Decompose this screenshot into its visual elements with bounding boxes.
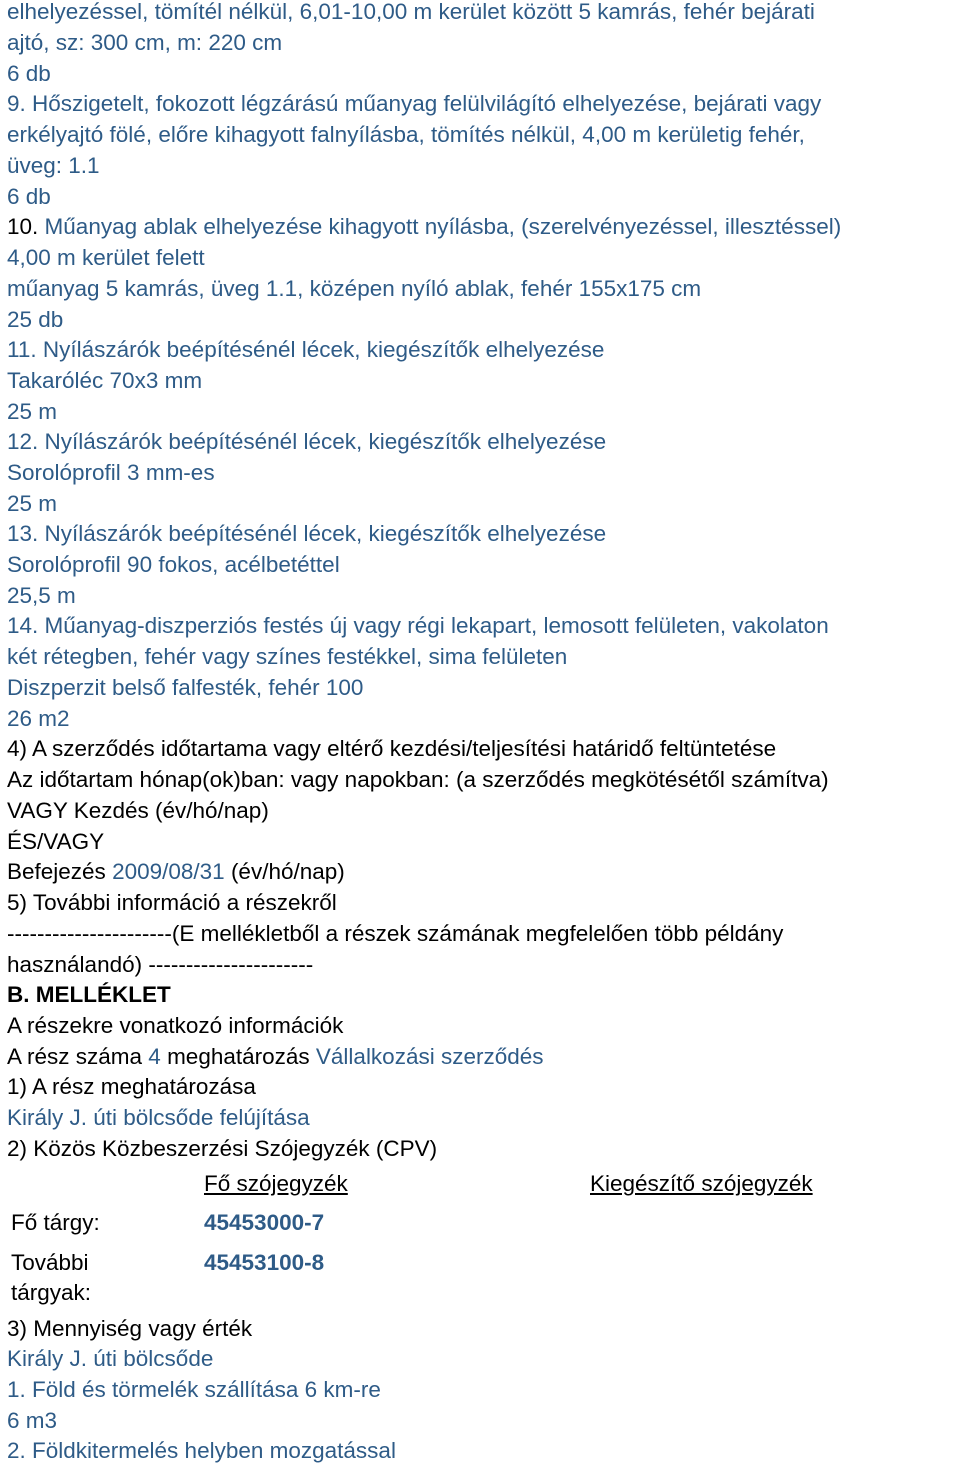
cpv-main-heading: Fő szójegyzék: [204, 1171, 348, 1196]
part-1-title: 1) A rész meghatározása: [7, 1074, 256, 1099]
cpv-supplementary-heading: Kiegészítő szójegyzék: [590, 1171, 813, 1196]
item-10-title: 10. Műanyag ablak elhelyezése kihagyott nyílásba, (szerelvényezéssel, illesztéssel): [7, 214, 842, 239]
quantity: 25 db: [7, 307, 64, 332]
item-9-title: 9. Hőszigetelt, fokozott légzárású műanyag felülvilágító elhelyezése, bejárati vagy: [7, 91, 822, 116]
part-3-title: 3) Mennyiség vagy érték: [7, 1316, 253, 1341]
annex-subtitle: A részekre vonatkozó információk: [7, 1013, 344, 1038]
text-line: elhelyezéssel, tömítél nélkül, 6,01-10,00 m kerület között 5 kamrás, fehér bejárati: [7, 0, 815, 24]
cpv-main-label: Fő tárgy:: [11, 1210, 100, 1235]
section-4-title: 4) A szerződés időtartama vagy eltérő kezdési/teljesítési határidő feltüntetése: [7, 736, 777, 761]
item-13-title: 13. Nyílászárók beépítésénél lécek, kiegészítők elhelyezése: [7, 521, 607, 546]
quantity: 6 db: [7, 61, 51, 86]
text-line: műanyag 5 kamrás, üveg 1.1, középen nyíló ablak, fehér 155x175 cm: [7, 276, 702, 301]
end-date-line: Befejezés 2009/08/31 (év/hó/nap): [7, 859, 345, 884]
text-line: Sorolóprofil 3 mm-es: [7, 460, 215, 485]
quantity: 26 m2: [7, 706, 70, 731]
item-14-title: 14. Műanyag-diszperziós festés új vagy régi lekapart, lemosott felületen, vakolaton: [7, 613, 829, 638]
text-line: Takaróléc 70x3 mm: [7, 368, 203, 393]
part-2-title: 2) Közös Közbeszerzési Szójegyzék (CPV): [7, 1136, 438, 1161]
text-line: VAGY Kezdés (év/hó/nap): [7, 798, 269, 823]
cpv-other-label: További: [11, 1250, 89, 1275]
text-line: 1. Föld és törmelék szállítása 6 km-re: [7, 1377, 381, 1402]
text-line: erkélyajtó fölé, előre kihagyott falnyílásba, tömítés nélkül, 4,00 m kerületig fehér,: [7, 122, 805, 147]
text-line: 2. Földkitermelés helyben mozgatással: [7, 1438, 396, 1463]
text-line: Diszperzit belső falfesték, fehér 100: [7, 675, 364, 700]
item-11-title: 11. Nyílászárók beépítésénél lécek, kiegészítők elhelyezése: [7, 337, 605, 362]
item-12-title: 12. Nyílászárók beépítésénél lécek, kiegészítők elhelyezése: [7, 429, 607, 454]
part-number-line: A rész száma 4 meghatározás Vállalkozási szerződés: [7, 1044, 544, 1069]
quantity: 25,5 m: [7, 583, 76, 608]
text-line: két rétegben, fehér vagy színes festékkel, sima felületen: [7, 644, 568, 669]
part-1-value: Király J. úti bölcsőde felújítása: [7, 1105, 310, 1130]
quantity: 6 db: [7, 184, 51, 209]
text-line: ----------------------(E mellékletből a részek számának megfelelően több példány: [7, 921, 784, 946]
text-line: ÉS/VAGY: [7, 829, 105, 854]
text-line: használandó) ----------------------: [7, 952, 314, 977]
cpv-other-label: tárgyak:: [11, 1280, 92, 1305]
quantity: 6 m3: [7, 1408, 58, 1433]
cpv-other-code: 45453100-8: [204, 1250, 325, 1275]
text-line: Az időtartam hónap(ok)ban: vagy napokban: (a szerződés megkötésétől számítva): [7, 767, 829, 792]
quantity: 25 m: [7, 399, 58, 424]
text-line: Sorolóprofil 90 fokos, acélbetéttel: [7, 552, 340, 577]
text-line: 4,00 m kerület felett: [7, 245, 205, 270]
text-line: ajtó, sz: 300 cm, m: 220 cm: [7, 30, 283, 55]
cpv-main-code: 45453000-7: [204, 1210, 325, 1235]
annex-title: B. MELLÉKLET: [7, 982, 171, 1007]
section-5-title: 5) További információ a részekről: [7, 890, 337, 915]
text-line: Király J. úti bölcsőde: [7, 1346, 214, 1371]
quantity: 25 m: [7, 491, 58, 516]
text-line: üveg: 1.1: [7, 153, 100, 178]
